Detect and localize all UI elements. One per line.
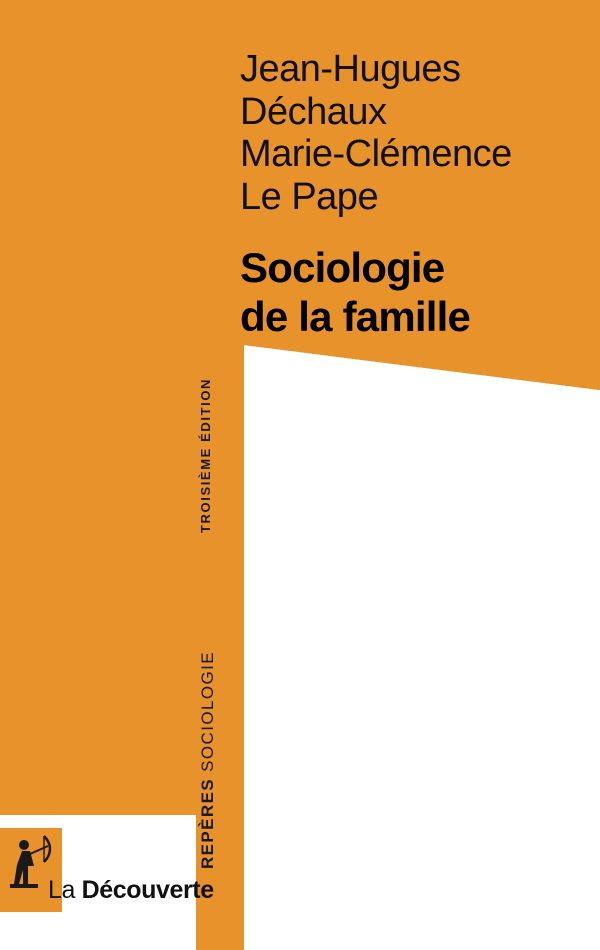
author-line-1: Jean-Hugues	[240, 48, 461, 90]
collection-sub: SOCIOLOGIE	[198, 651, 217, 778]
publisher-article: La	[48, 876, 82, 904]
author-line-3: Marie-Clémence	[240, 133, 512, 176]
title-line-1: Sociologie	[240, 244, 445, 292]
publisher-main: Découverte	[81, 876, 214, 904]
publisher-name	[48, 876, 214, 905]
author-line-4: Le Pape	[240, 175, 379, 218]
authors	[240, 48, 560, 218]
cover-text-block	[240, 48, 560, 342]
publisher-block	[0, 820, 240, 950]
collection-main: REPÈRES	[198, 777, 217, 869]
title-line-2: de la famille	[240, 292, 471, 340]
author-line-2: Déchaux	[240, 90, 387, 133]
book-title	[240, 244, 560, 341]
spine-strip	[198, 0, 244, 950]
edition-label: TROISIÈME ÉDITION	[198, 377, 213, 533]
